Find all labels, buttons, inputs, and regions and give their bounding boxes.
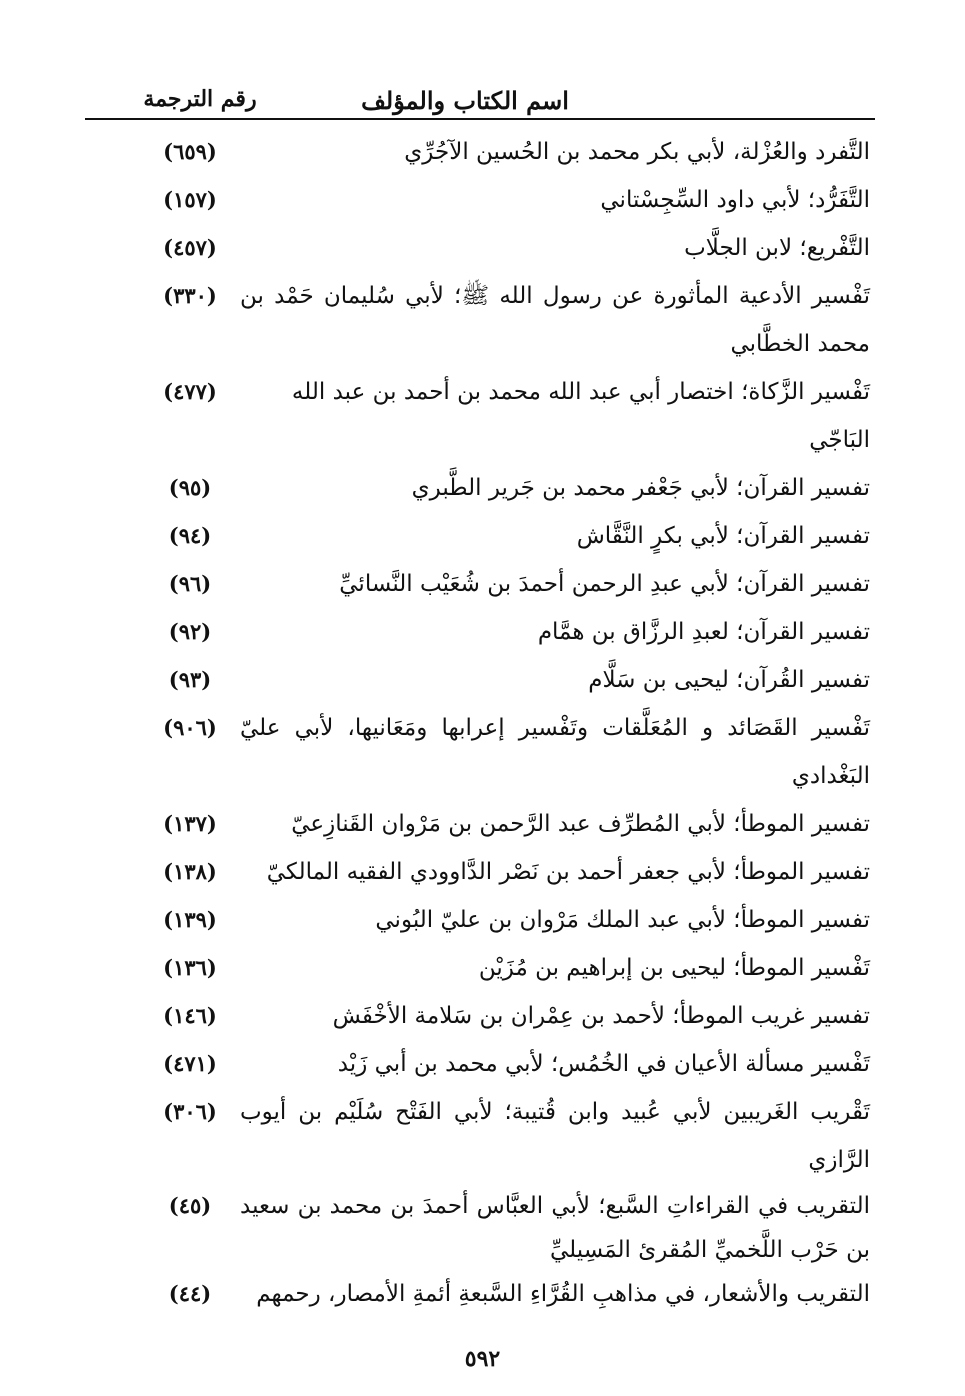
entry-number: (٤٤) [168,1281,212,1306]
list-item [150,944,870,992]
entry-number: (٣٠٦) [163,1099,217,1124]
list-item [150,224,870,272]
entry-title: التَّفَرُّد؛ لأبي داود السِّجِسْتاني [600,187,870,213]
list-item [150,1088,870,1184]
entry-number: (٣٣٠) [163,283,217,308]
header-title-column: اسم الكتاب والمؤلف [361,86,569,115]
entry-title: التَّفرد والعُزْلة، لأبي بكر محمد بن الحُسين الآجُرِّي [404,139,870,165]
list-item [150,1184,870,1272]
list-item [150,176,870,224]
entry-number: (٩٦) [168,571,212,596]
entry-title: التقريب والأشعار، في مذاهبِ القُرَّاءِ السَّبعةِ أئمةِ الأمصار، رحمهم [256,1281,870,1307]
list-item [150,608,870,656]
list-item [150,896,870,944]
entry-title: تفسير القرآن؛ لأبي بكرٍ النَّقَّاش [576,523,870,549]
entry-number: (١٣٩) [163,907,217,932]
header-number-column: رقم الترجمة [143,86,257,112]
entry-number: (٤٥٧) [163,235,217,260]
list-item [150,848,870,896]
list-item [150,368,870,464]
table-header [85,84,875,120]
entry-title: تفسير الموطأ؛ لأبي جعفر أحمد بن نَصْر الدَّاوودي الفقيه المالكيّ [266,859,870,885]
entry-number: (١٣٧) [163,811,217,836]
entry-number: (٩٢) [168,619,212,644]
entry-number: (١٥٧) [163,187,217,212]
entry-title: التَّفْريع؛ لابن الجلَّاب [684,235,870,261]
list-item [150,800,870,848]
entry-title: تَفْسير الموطأ؛ ليحيى بن إبراهيم بن مُزَيْن [478,955,870,981]
entry-number: (٩٣) [168,667,212,692]
list-item [150,1272,870,1316]
list-item [150,704,870,800]
entry-title: تفسير القرآن؛ لعبدِ الرزَّاق بن همَّام [537,619,870,645]
entry-title: تفسير القرآن؛ لأبي جَعْفر محمد بن جَرير الطَّبري [411,475,870,501]
entry-title: التقريب في القراءاتِ السَّبع؛ لأبي العبَّاس أحمدَ بن محمد بن سعيد بن حَرْب اللَّخميِّ المُقرئ المَسِيليِّ [240,1193,870,1263]
entry-number: (٤٥) [168,1193,212,1218]
entry-title: تفسير غريب الموطأ؛ لأحمد بن عِمْران بن سَلامة الأخْفَش [332,1003,870,1029]
entry-title: تفسير القرآن؛ لأبي عبدِ الرحمن أحمدَ بن شُعَيْب النَّسائيِّ [339,571,870,597]
entry-title: تفسير القُرآن؛ ليحيى بن سَلَّام [588,667,870,693]
list-item [150,272,870,368]
entry-title: تَفْسير الأدعية المأثورة عن رسول الله ﷺ؛ لأبي سُليمان حَمْد بن محمد الخطَّابي [240,283,870,357]
page-number: ٥٩٢ [464,1346,501,1372]
list-item [150,1040,870,1088]
entry-number: (٤٧١) [163,1051,217,1076]
list-item [150,992,870,1040]
list-item [150,512,870,560]
entry-title: تَقْريب الغَريبين لأبي عُبيد وابن قُتيبة؛ لأبي الفَتْح سُلَيْم بن أيوب الرَّازي [240,1099,870,1173]
entry-number: (٩٠٦) [163,715,217,740]
entry-number: (١٣٨) [163,859,217,884]
entry-number: (١٤٦) [163,1003,217,1028]
entry-number: (٤٧٧) [163,379,217,404]
entries-list [150,128,870,1316]
list-item [150,128,870,176]
entry-number: (٩٤) [168,523,212,548]
entry-number: (١٣٦) [163,955,217,980]
list-item [150,656,870,704]
entry-title: تَفْسير القَصَائد و المُعَلَّقات وتَفْسير إعرابها ومَعَانيها، لأبي عليّ البَغْدادي [240,715,870,789]
entry-title: تفسير الموطأ؛ لأبي عبد الملك مَرْوان بن عليّ البُوني [375,907,870,933]
list-item [150,560,870,608]
list-item [150,464,870,512]
entry-number: (٦٥٩) [163,139,217,164]
entry-title: تفسير الموطأ؛ لأبي المُطرِّف عبد الرَّحمن بن مَرْوان القَنازِعيّ [291,811,870,837]
entry-number: (٩٥) [168,475,212,500]
entry-title: تَفْسير الزَّكاة؛ اختصار أبي عبد الله محمد بن أحمد بن عبد الله البَاجّي [291,379,870,453]
entry-title: تَفْسير مسألة الأعيان في الخُمُس؛ لأبي محمد بن أبي زَيْد [337,1051,870,1077]
